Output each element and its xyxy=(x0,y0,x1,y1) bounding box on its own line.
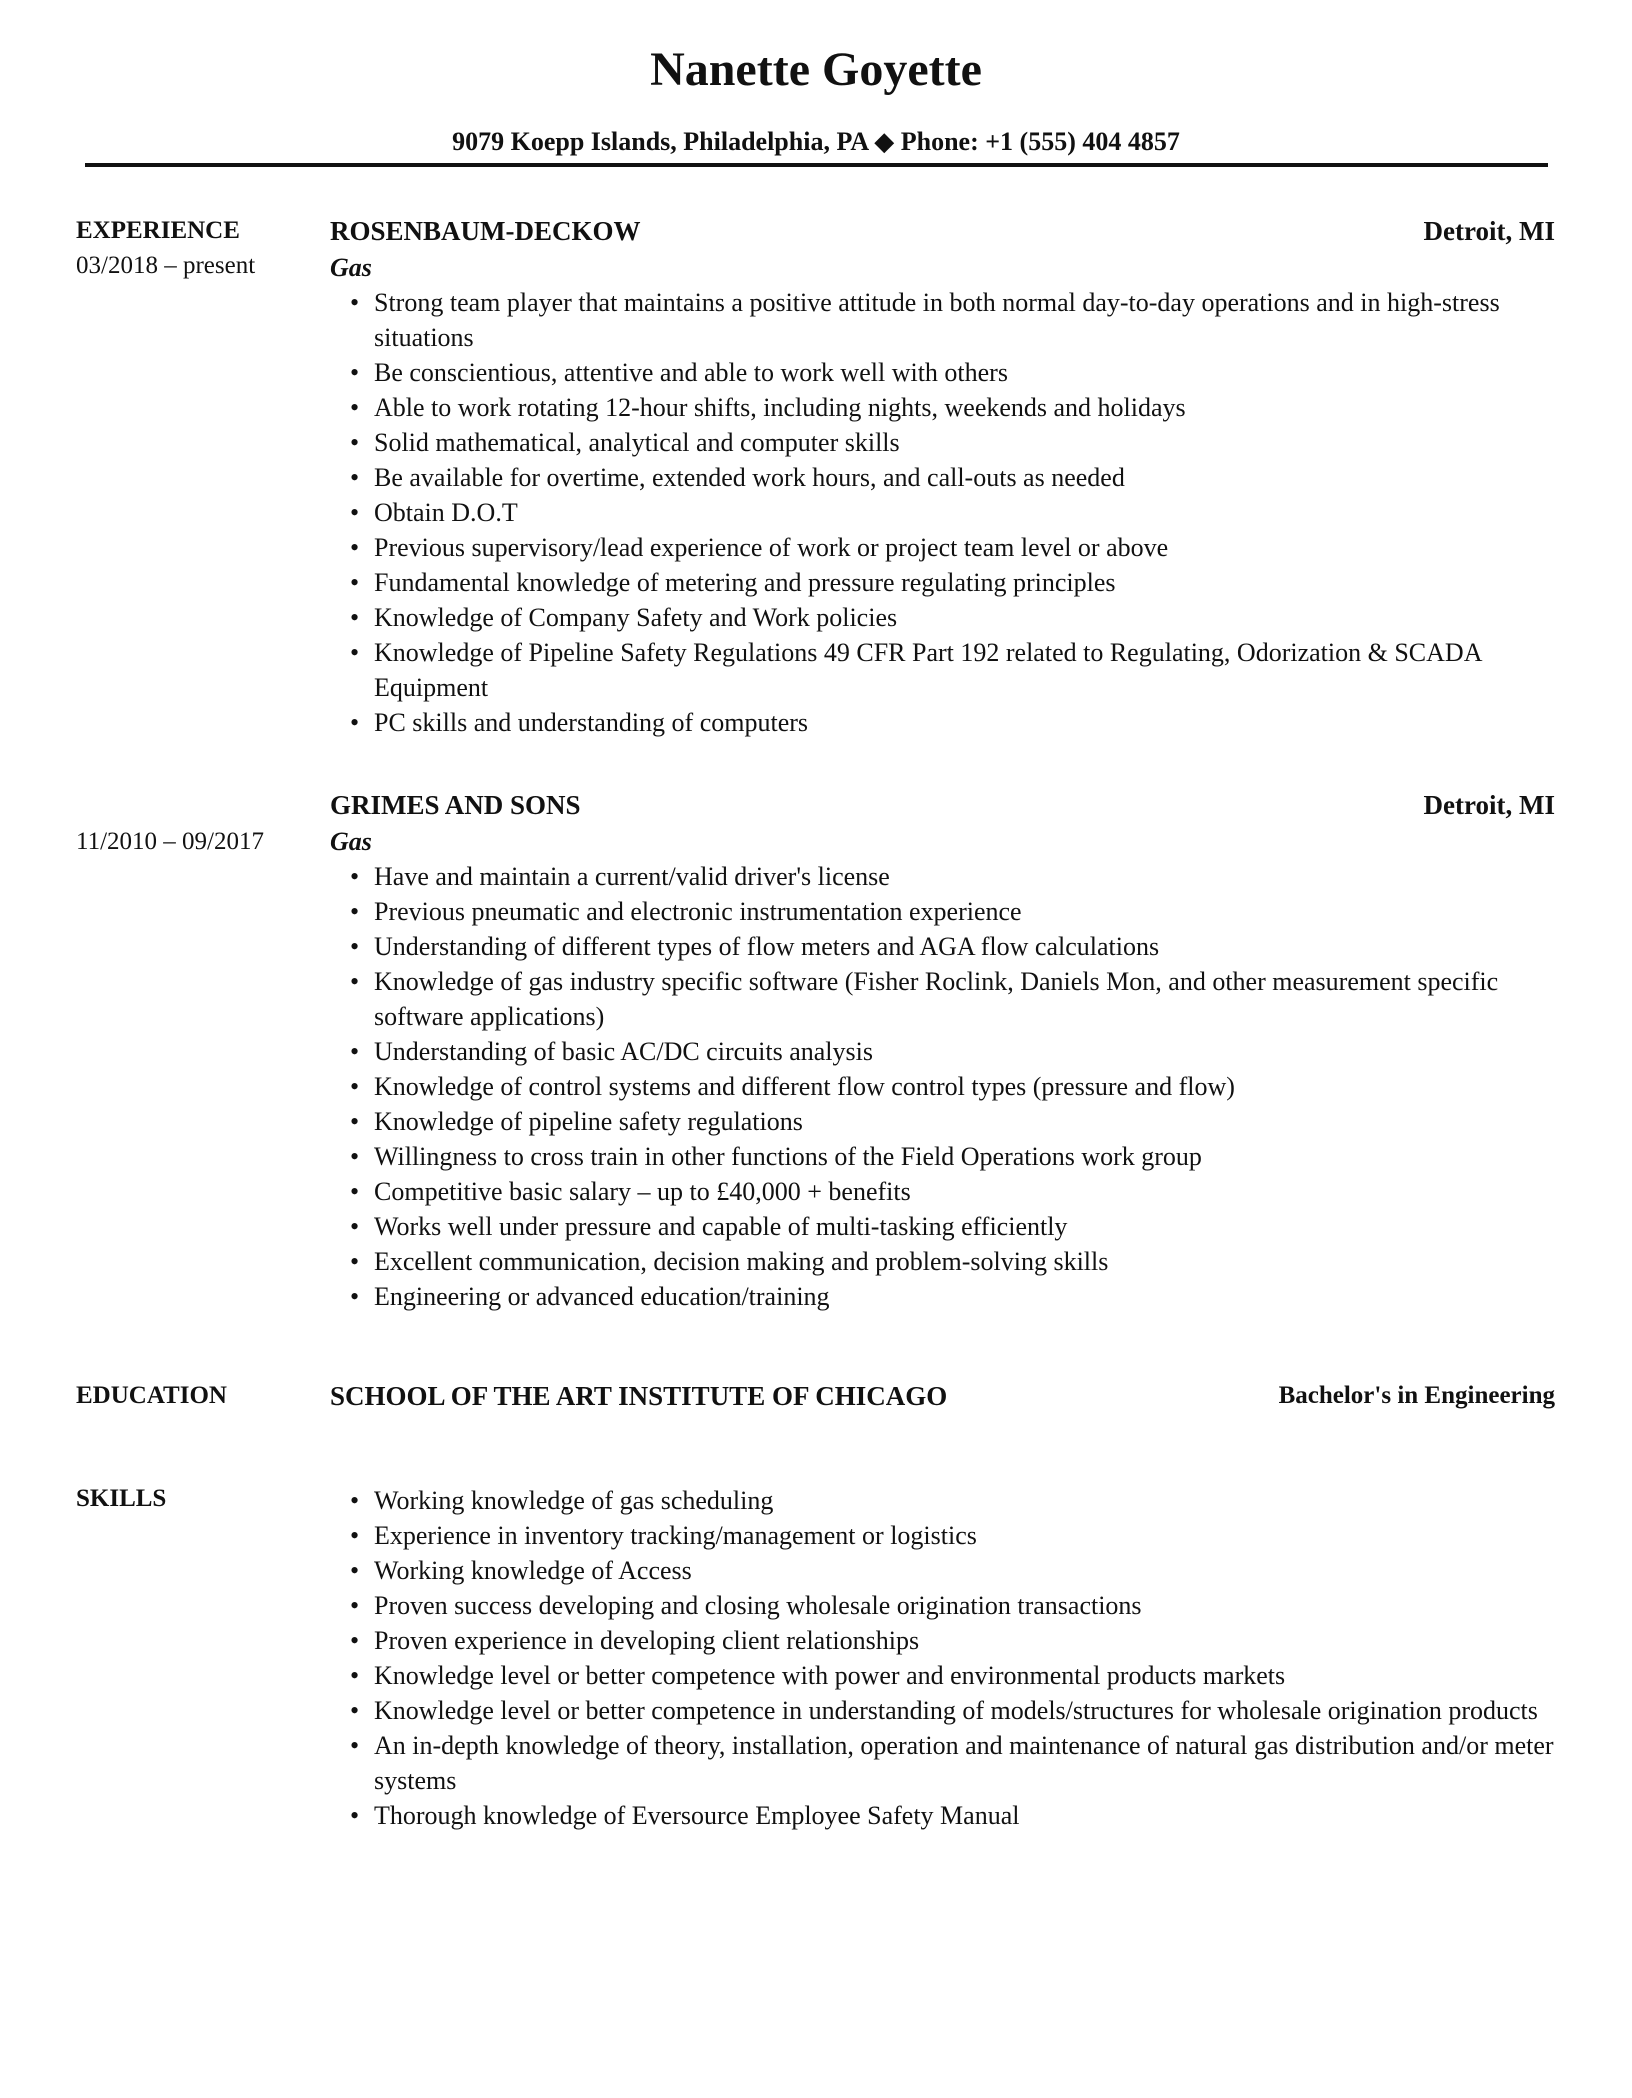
bullet-item xyxy=(350,390,1560,425)
bullet-icon: • xyxy=(350,603,360,632)
bullet-text: Previous supervisory/lead experience of work or project team level or above xyxy=(374,533,1169,562)
bullet-item xyxy=(350,1483,1560,1518)
bullet-item xyxy=(350,530,1560,565)
bullet-item xyxy=(350,1139,1560,1174)
job-header xyxy=(330,788,1555,822)
bullet-text: Knowledge level or better competence in understanding of models/structures for wholesale origination products xyxy=(374,1696,1538,1725)
bullet-icon: • xyxy=(350,1142,360,1171)
bullet-text: Knowledge of gas industry specific software (Fisher Roclink, Daniels Mon, and other measurement specific software applications) xyxy=(374,967,1499,1031)
bullet-item xyxy=(350,1244,1560,1279)
bullet-icon: • xyxy=(350,1661,360,1690)
bullet-text: Understanding of different types of flow meters and AGA flow calculations xyxy=(374,932,1160,961)
bullet-text: Obtain D.O.T xyxy=(374,498,518,527)
bullet-item xyxy=(350,964,1560,1034)
bullet-text: Able to work rotating 12-hour shifts, including nights, weekends and holidays xyxy=(374,393,1186,422)
bullet-text: Working knowledge of Access xyxy=(374,1556,692,1585)
candidate-name: Nanette Goyette xyxy=(650,43,982,96)
education-school: SCHOOL OF THE ART INSTITUTE OF CHICAGO xyxy=(330,1381,948,1411)
bullet-item xyxy=(350,1279,1560,1314)
bullet-text: An in-depth knowledge of theory, installation, operation and maintenance of natural gas distribution and/or meter systems xyxy=(374,1731,1554,1795)
bullet-text: Thorough knowledge of Eversource Employee Safety Manual xyxy=(374,1801,1020,1830)
bullet-icon: • xyxy=(350,1177,360,1206)
bullet-text: Proven success developing and closing wholesale origination transactions xyxy=(374,1591,1142,1620)
bullet-item xyxy=(350,1518,1560,1553)
bullet-item xyxy=(350,1104,1560,1139)
bullet-item xyxy=(350,1069,1560,1104)
job-dates: 03/2018 – present xyxy=(76,252,256,279)
bullet-item xyxy=(350,1658,1560,1693)
bullet-icon: • xyxy=(350,862,360,891)
bullet-text: Knowledge of pipeline safety regulations xyxy=(374,1107,803,1136)
bullet-item xyxy=(350,705,1560,740)
bullet-item xyxy=(350,929,1560,964)
bullet-text: Solid mathematical, analytical and computer skills xyxy=(374,428,900,457)
bullet-text: Knowledge of Pipeline Safety Regulations 49 CFR Part 192 related to Regulating, Odorization & SCADA Equipment xyxy=(374,638,1482,702)
job-location: Detroit, MI xyxy=(1423,790,1555,820)
bullet-text: Competitive basic salary – up to £40,000 + benefits xyxy=(374,1177,911,1206)
job-company: ROSENBAUM-DECKOW xyxy=(330,216,641,246)
bullet-item xyxy=(350,1623,1560,1658)
section-label-experience: EXPERIENCE xyxy=(76,217,240,244)
bullet-text: Experience in inventory tracking/management or logistics xyxy=(374,1521,977,1550)
bullet-text: Be available for overtime, extended work hours, and call-outs as needed xyxy=(374,463,1125,492)
bullet-icon: • xyxy=(350,1486,360,1515)
job-title: Gas xyxy=(330,827,372,856)
bullet-item xyxy=(350,1693,1560,1728)
bullet-icon: • xyxy=(350,1696,360,1725)
bullet-item xyxy=(350,1588,1560,1623)
bullet-text: Be conscientious, attentive and able to work well with others xyxy=(374,358,1008,387)
bullet-icon: • xyxy=(350,708,360,737)
job-company: GRIMES AND SONS xyxy=(330,790,581,820)
header-divider xyxy=(85,163,1548,167)
bullet-item xyxy=(350,600,1560,635)
bullet-icon: • xyxy=(350,1591,360,1620)
section-label-skills: SKILLS xyxy=(76,1485,167,1512)
bullet-text: Working knowledge of gas scheduling xyxy=(374,1486,774,1515)
bullet-icon: • xyxy=(350,1556,360,1585)
bullet-text: Knowledge of control systems and different flow control types (pressure and flow) xyxy=(374,1072,1235,1101)
education-degree: Bachelor's in Engineering xyxy=(1278,1382,1555,1409)
bullet-item xyxy=(350,1174,1560,1209)
bullet-item xyxy=(350,635,1560,705)
bullet-icon: • xyxy=(350,1107,360,1136)
bullet-item xyxy=(350,425,1560,460)
bullet-icon: • xyxy=(350,1072,360,1101)
job-bullet-list xyxy=(350,859,1560,1314)
bullet-icon: • xyxy=(350,1801,360,1830)
bullet-text: Previous pneumatic and electronic instrumentation experience xyxy=(374,897,1022,926)
job-location: Detroit, MI xyxy=(1423,216,1555,246)
education-header xyxy=(330,1379,1555,1413)
bullet-item xyxy=(350,565,1560,600)
bullet-item xyxy=(350,1728,1560,1798)
bullet-icon: • xyxy=(350,1282,360,1311)
bullet-icon: • xyxy=(350,1247,360,1276)
bullet-text: Excellent communication, decision making and problem-solving skills xyxy=(374,1247,1109,1276)
job-dates: 11/2010 – 09/2017 xyxy=(76,828,264,855)
bullet-text: PC skills and understanding of computers xyxy=(374,708,809,737)
bullet-text: Willingness to cross train in other functions of the Field Operations work group xyxy=(374,1142,1202,1171)
bullet-text: Fundamental knowledge of metering and pressure regulating principles xyxy=(374,568,1116,597)
bullet-item xyxy=(350,1798,1560,1833)
bullet-icon: • xyxy=(350,393,360,422)
bullet-text: Strong team player that maintains a positive attitude in both normal day-to-day operations and in high-stress situations xyxy=(374,288,1500,352)
job-bullet-list xyxy=(350,285,1560,740)
bullet-icon: • xyxy=(350,638,360,667)
bullet-text: Understanding of basic AC/DC circuits analysis xyxy=(374,1037,873,1066)
bullet-icon: • xyxy=(350,1731,360,1760)
bullet-icon: • xyxy=(350,288,360,317)
bullet-item xyxy=(350,495,1560,530)
bullet-icon: • xyxy=(350,1626,360,1655)
bullet-item xyxy=(350,1034,1560,1069)
bullet-icon: • xyxy=(350,932,360,961)
bullet-item xyxy=(350,285,1560,355)
bullet-item xyxy=(350,460,1560,495)
bullet-icon: • xyxy=(350,568,360,597)
bullet-icon: • xyxy=(350,358,360,387)
bullet-icon: • xyxy=(350,498,360,527)
bullet-item xyxy=(350,1209,1560,1244)
bullet-item xyxy=(350,859,1560,894)
bullet-item xyxy=(350,1553,1560,1588)
bullet-icon: • xyxy=(350,967,360,996)
bullet-text: Knowledge of Company Safety and Work policies xyxy=(374,603,898,632)
bullet-text: Knowledge level or better competence with power and environmental products markets xyxy=(374,1661,1286,1690)
bullet-item xyxy=(350,355,1560,390)
bullet-icon: • xyxy=(350,1521,360,1550)
job-title: Gas xyxy=(330,253,372,282)
bullet-icon: • xyxy=(350,1212,360,1241)
bullet-item xyxy=(350,894,1560,929)
bullet-text: Proven experience in developing client relationships xyxy=(374,1626,920,1655)
bullet-icon: • xyxy=(350,428,360,457)
bullet-text: Have and maintain a current/valid driver's license xyxy=(374,862,890,891)
bullet-icon: • xyxy=(350,463,360,492)
bullet-icon: • xyxy=(350,533,360,562)
bullet-icon: • xyxy=(350,1037,360,1066)
section-label-education: EDUCATION xyxy=(76,1382,227,1409)
bullet-icon: • xyxy=(350,897,360,926)
bullet-text: Works well under pressure and capable of multi-tasking efficiently xyxy=(374,1212,1068,1241)
bullet-text: Engineering or advanced education/training xyxy=(374,1282,830,1311)
skills-bullet-list xyxy=(350,1483,1560,1833)
contact-line: 9079 Koepp Islands, Philadelphia, PA ◆ Phone: +1 (555) 404 4857 xyxy=(452,127,1180,156)
job-header xyxy=(330,214,1555,248)
